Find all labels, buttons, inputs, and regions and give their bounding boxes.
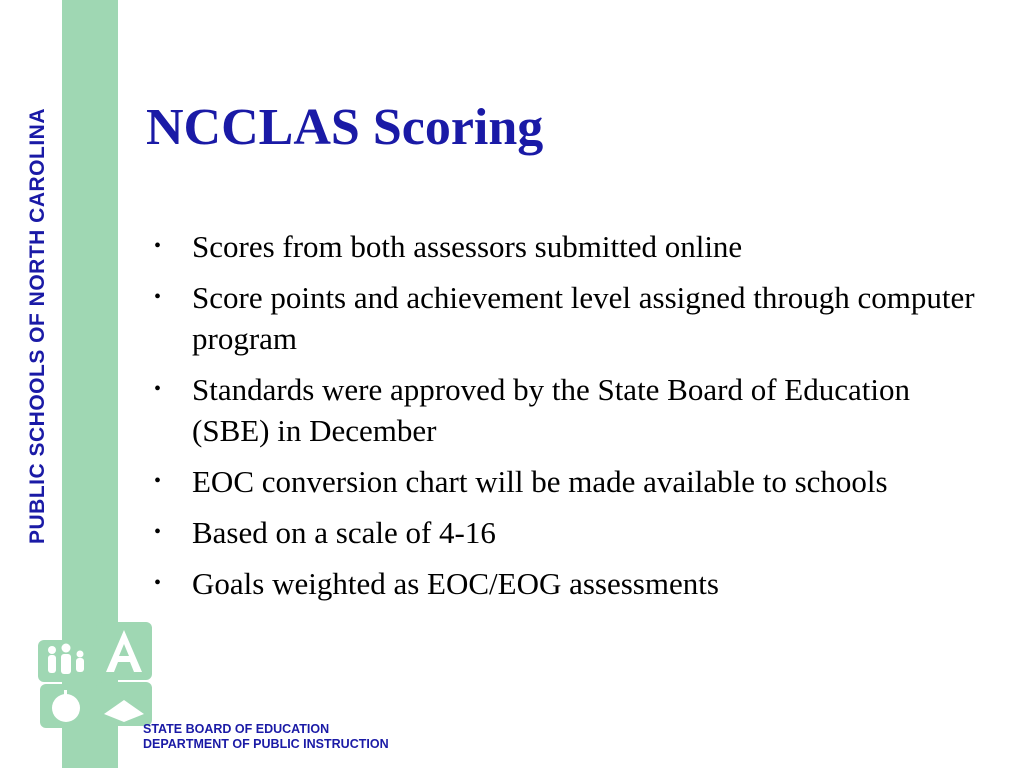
list-item bbox=[154, 563, 984, 604]
bullet-marker: • bbox=[154, 470, 162, 492]
school-logo-icon bbox=[30, 618, 160, 730]
bullet-marker: • bbox=[154, 286, 162, 308]
bullet-list bbox=[154, 226, 984, 614]
list-item bbox=[154, 226, 984, 267]
bullet-marker: • bbox=[154, 521, 162, 543]
bullet-text: Goals weighted as EOC/EOG assessments bbox=[192, 566, 719, 601]
bullet-marker: • bbox=[154, 572, 162, 594]
footer-line-board: STATE BOARD OF EDUCATION bbox=[143, 722, 330, 736]
bullet-text: EOC conversion chart will be made available to schools bbox=[192, 464, 888, 499]
list-item bbox=[154, 277, 984, 359]
slide-title: NCCLAS Scoring bbox=[146, 99, 544, 156]
sidebar-vertical-label: PUBLIC SCHOOLS OF NORTH CAROLINA bbox=[26, 108, 49, 544]
list-item bbox=[154, 369, 984, 451]
bullet-text: Scores from both assessors submitted online bbox=[192, 229, 743, 264]
bullet-text: Based on a scale of 4-16 bbox=[192, 515, 496, 550]
footer-organization bbox=[143, 722, 389, 752]
bullet-text: Score points and achievement level assigned through computer program bbox=[192, 280, 975, 356]
footer-line-department: DEPARTMENT OF PUBLIC INSTRUCTION bbox=[143, 737, 389, 751]
bullet-marker: • bbox=[154, 378, 162, 400]
bullet-marker: • bbox=[154, 235, 162, 257]
bullet-text: Standards were approved by the State Board of Education (SBE) in December bbox=[192, 372, 910, 448]
list-item bbox=[154, 512, 984, 553]
list-item bbox=[154, 461, 984, 502]
